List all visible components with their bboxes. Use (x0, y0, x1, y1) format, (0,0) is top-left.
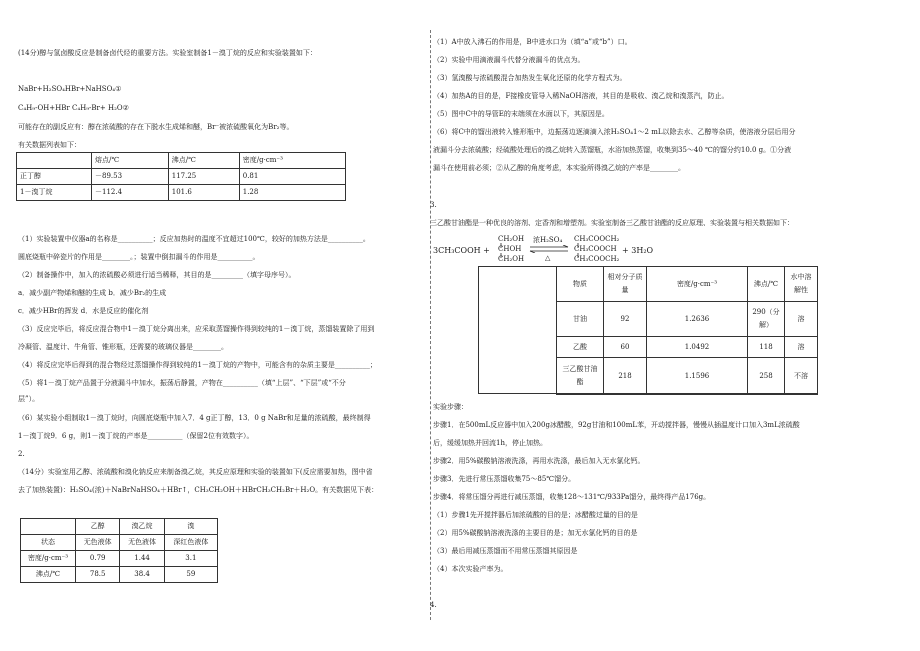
table-cell: 0.79 (76, 551, 120, 567)
table-cell: 物质 (557, 267, 604, 302)
q2-part-3: （3）氢溴酸与浓硫酸混合加热发生氧化还原的化学方程式为。 (433, 74, 627, 82)
q1-part-2-options-cd: c．减少HBr的挥发 d．水是反应的催化剂 (18, 307, 149, 315)
table-cell: 深红色液体 (164, 535, 217, 551)
table-cell: 沸点/℃ (21, 567, 76, 583)
question-number-2: 2. (18, 450, 25, 458)
table-cell: 不溶 (785, 358, 818, 395)
q2-part-6b: 液漏斗分去浓硫酸；经硫酸处理后的溴乙烷转入蒸馏瓶，水浴加热蒸馏，收集到35～40 ℃的馏分约10.0 g。①分液 (433, 146, 792, 154)
step-4: 步骤4．将常压馏分再进行减压蒸馏，收集128～131℃/933Pa馏分，最终得产品176g。 (433, 493, 711, 501)
table-cell: 溶 (785, 302, 818, 337)
table-cell: 78.5 (76, 567, 120, 583)
q1-part-6a: （6）某实验小组制取1－溴丁烷时，向圆底烧瓶中加入7．4 g正丁醇，13．0 g NaBr和足量的浓硫酸，最终制得 (18, 414, 371, 422)
q1-data-intro: 有关数据列表如下： (18, 141, 81, 149)
q3-part-4: （4）本次实验产率为。 (433, 565, 508, 573)
table-cell: 水中溶解性 (785, 267, 818, 302)
table-row (21, 535, 218, 551)
q2-part-4: （4）加热A的目的是，F接橡皮管导入稀NaOH溶液，其目的是吸收、溴乙烷和溴蒸汽，防止。 (433, 92, 729, 100)
q1-part-6b: 1－溴丁烷9．6 g，则1－溴丁烷的产率是__________（保留2位有效数字）。 (18, 432, 254, 440)
ester-line-1: CH₃COOCH₂ (574, 235, 620, 243)
question-number-4: 4. (430, 601, 437, 609)
q2-part-6a: （6）将C中的馏出液转入锥形瓶中，边振荡边逐滴滴入浓H₂SO₄1～2 mL以除去水、乙醇等杂质，使溶液分层后用分 (433, 128, 796, 136)
table-cell: 溶 (785, 337, 818, 358)
q1-side-reactions: 可能存在的副反应有：醇在浓硫酸的存在下脱水生成烯和醚，Br⁻被浓硫酸氧化为Br₂等。 (18, 123, 294, 131)
q1-part-5a: （5）将1－溴丁烷产品置于分液漏斗中加水，振荡后静置，产物在__________（填“上层”、“下层”或“不分 (18, 379, 346, 387)
table-cell: 101.6 (168, 185, 239, 201)
table-row (17, 185, 346, 201)
reaction-condition-catalyst: 浓H₂SO₄ (533, 236, 563, 244)
reaction-right: + 3H₂O (622, 246, 654, 255)
table-cell: 1.2636 (647, 302, 748, 337)
q1-part-2-options-ab: a．减少副产物烯和醚的生成 b．减少Br₂的生成 (18, 289, 167, 297)
q1-intro: (14分)醇与氢卤酸反应是制备卤代烃的重要方法。实验室制备1－溴丁烷的反应和实验装置如下： (18, 49, 317, 57)
table-row (21, 567, 218, 583)
table-cell: －112.4 (92, 185, 169, 201)
q2-part-5: （5）图中C中的导管E的末端须在水面以下，其原因是。 (433, 110, 609, 118)
reaction-left: 3CH₃COOH + (433, 246, 490, 255)
q2-part-6c: 漏斗在使用前必须；②从乙醇的角度考虑，本实验所得溴乙烷的产率是________。 (433, 164, 685, 172)
q1-equation-2: C₄H₉-OH+HBr C₄H₉-Br+ H₂O② (18, 104, 129, 112)
step-1b: 后，缓缓加热并回流1h，停止加热。 (433, 439, 547, 447)
table-cell: 乙酸 (557, 337, 604, 358)
table-cell: 密度/g·cm⁻³ (239, 153, 345, 169)
q1-part-4: （4）将反应完毕后得到的混合物经过蒸馏操作得到较纯的1－溴丁烷的产物中，可能含有的杂质主要是__________； (18, 361, 377, 369)
table-cell: 三乙酸甘油酯 (557, 358, 604, 395)
table-row (17, 169, 346, 185)
q2-intro-a: （14分）实验室用乙醇、浓硫酸和溴化钠反应来制备溴乙烷，其反应原理和实验的装置如下(反应需要加热，图中省 (18, 468, 373, 476)
table-cell: 沸点/℃ (168, 153, 239, 169)
table-cell: 1.0492 (647, 337, 748, 358)
q1-part-5b: 层”）。 (18, 395, 40, 403)
table-cell: 密度/g·cm⁻³ (647, 267, 748, 302)
table-row (557, 302, 818, 337)
q1-part-1b: 圆底烧瓶中碎瓷片的作用是________。；装置中倒扣漏斗的作用是__________。 (18, 253, 260, 261)
equilibrium-arrow-icon (528, 245, 570, 253)
step-1a: 步骤1．在500mL反应器中加入200g冰醋酸，92g甘油和100mL苯，开动搅拌器，慢慢从插温度计口加入3mL浓硫酸 (433, 421, 800, 429)
table-cell: 1.1596 (647, 358, 748, 395)
q3-data-table (556, 266, 818, 395)
glycerol-line-1: CH₂OH (498, 235, 525, 243)
table-cell: 密度/g·cm⁻³ (21, 551, 76, 567)
table-row (557, 358, 818, 395)
table-cell: 117.25 (168, 169, 239, 185)
table-row (557, 337, 818, 358)
q1-part-3b: 冷凝管、温度计、牛角管、锥形瓶，还需要的玻璃仪器是________。 (18, 343, 228, 351)
table-cell: 38.4 (120, 567, 164, 583)
table-cell: 118 (748, 337, 785, 358)
table-cell: 溴 (164, 519, 217, 535)
q3-part-1: （1）步骤1先开搅拌器后加浓硫酸的目的是；冰醋酸过量的目的是 (433, 511, 638, 519)
q1-part-3a: （3）反应完毕后，将反应混合物中1－溴丁烷分离出来，应采取蒸馏操作得到较纯的1－溴丁烷，蒸馏装置除了用到 (18, 325, 375, 333)
column-divider (430, 30, 431, 620)
q1-equation-1: NaBr+H₂SO₄HBr+NaHSO₄① (18, 85, 122, 93)
table-cell: 258 (748, 358, 785, 395)
table-cell: 状态 (21, 535, 76, 551)
table-cell (17, 153, 92, 169)
step-3: 步骤3．先进行常压蒸馏收集75～85℃馏分。 (433, 475, 576, 483)
q2-intro-b: 去了加热装置)：H₂SO₄(浓)＋NaBrNaHSO₄＋HBr↑，CH₃CH₂OH＋HBrCH₃CH₂Br＋H₂O。有关数据见下表： (18, 486, 379, 494)
table-row (17, 153, 346, 169)
table-cell: 乙醇 (76, 519, 120, 535)
q3-part-3: （3）最后用减压蒸馏而不用常压蒸馏其原因是 (433, 547, 578, 555)
table-cell: 正丁醇 (17, 169, 92, 185)
q2-data-table (20, 518, 218, 583)
table-cell (21, 519, 76, 535)
q2-part-1: （1）A中放入沸石的作用是，B中进水口为（填“a”或“b”）口。 (433, 38, 632, 46)
glycerol-line-3: CH₂OH (498, 255, 525, 263)
q2-part-2: （2）实验中用滴液漏斗代替分液漏斗的优点为。 (433, 56, 585, 64)
table-cell: 熔点/℃ (92, 153, 169, 169)
ester-line-3: CH₃COOCH₂ (574, 255, 620, 263)
table-cell: 沸点/℃ (748, 267, 785, 302)
q1-part-2: （2）制备操作中，加入的浓硫酸必须进行适当稀释，其目的是_________（填字母序号）。 (18, 271, 296, 279)
table-cell: 相对分子质量 (604, 267, 647, 302)
table-row (21, 551, 218, 567)
table-cell: 1－溴丁烷 (17, 185, 92, 201)
table-row (21, 519, 218, 535)
table-cell: 59 (164, 567, 217, 583)
table-cell: 无色液体 (120, 535, 164, 551)
table-row (557, 267, 818, 302)
table-cell: 溴乙烷 (120, 519, 164, 535)
reaction-condition-heat: △ (545, 254, 551, 262)
q3-part-2: （2）用5%碳酸钠溶液洗涤的主要目的是；加无水氯化钙的目的是 (433, 529, 638, 537)
question-number-3: 3. (430, 201, 437, 209)
table-cell: 1.44 (120, 551, 164, 567)
step-2: 步骤2．用5%碳酸钠溶液洗涤，再用水洗涤，最后加入无水氯化钙。 (433, 457, 645, 465)
table-cell: 290（分解） (748, 302, 785, 337)
q1-part-1a: （1）实验装置中仪器a的名称是__________；反应加热时的温度不宜超过100℃，较好的加热方法是__________。 (18, 235, 370, 243)
table-cell: 60 (604, 337, 647, 358)
table-cell: 218 (604, 358, 647, 395)
steps-title: 实验步骤： (433, 403, 468, 411)
table-cell: －89.53 (92, 169, 169, 185)
q3-intro: 三乙酸甘油酯是一种优良的溶剂、定香剂和增塑剂。实验室制备三乙酸甘油酯的反应原理、实验装置与相关数据如下： (430, 219, 794, 227)
table-cell: 无色液体 (76, 535, 120, 551)
ester-line-2: CH₃COOCH (574, 245, 617, 253)
table-cell: 甘油 (557, 302, 604, 337)
table-cell: 1.28 (239, 185, 345, 201)
table-cell: 92 (604, 302, 647, 337)
table-cell: 3.1 (164, 551, 217, 567)
table-cell: 0.81 (239, 169, 345, 185)
glycerol-line-2: CHOH (498, 245, 522, 253)
q1-data-table (16, 152, 346, 201)
